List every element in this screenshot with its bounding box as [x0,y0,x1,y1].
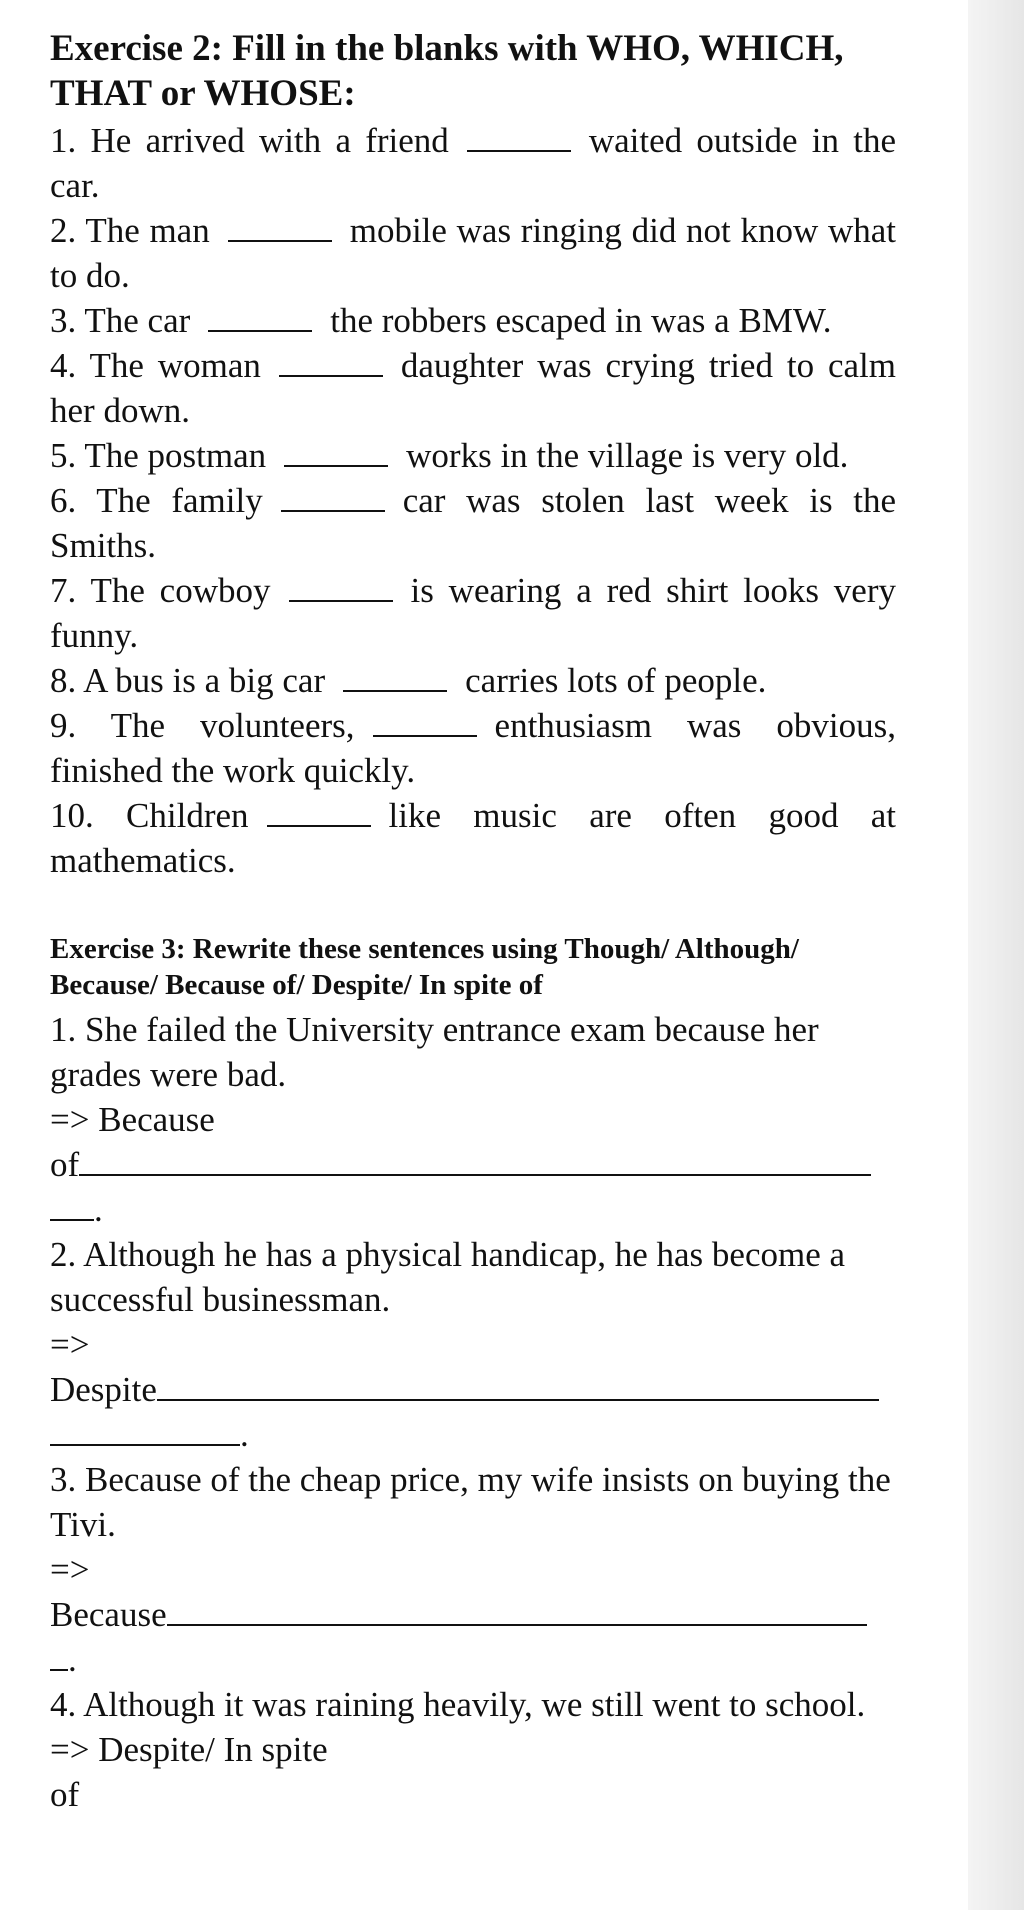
item-text-after: works in the village is very old. [406,436,849,475]
answer-end-1: . [94,1190,103,1229]
blank-line [228,210,332,242]
worksheet [50,26,896,1817]
rewrite-question-3: 3. Because of the cheap price, my wife insists on buying the Tivi. [50,1460,891,1544]
exercise-2-list [50,118,896,883]
fill-blank-item [50,433,896,478]
fill-blank-item [50,568,896,658]
item-text-after: enthusiasm was obvious, finished the work quickly. [50,706,896,790]
item-text-after: like music are often good at mathematics. [50,796,896,880]
item-text-after: daughter was crying tried to calm her down. [50,346,896,430]
item-text-before: 2. The man [50,211,210,250]
item-text-before: 4. The woman [50,346,261,385]
exercise-2-title: Exercise 2: Fill in the blanks with WHO, WHICH, THAT or WHOSE: [50,28,844,114]
item-text-after: carries lots of people. [465,661,767,700]
fill-blank-item [50,208,896,298]
item-text-after: is wearing a red shirt looks very funny. [50,571,896,655]
item-text-before: 5. The postman [50,436,267,475]
blank-line [279,345,383,377]
item-text-before: 1. He arrived with a friend [50,121,449,160]
page-edge-shadow [968,0,1024,1910]
rewrite-question-1: 1. She failed the University entrance exam because her grades were bad. [50,1010,819,1094]
answer-end-3: . [68,1640,77,1679]
answer-tail-3 [50,1637,896,1682]
item-text-after: mobile was ringing did not know what to do. [50,211,896,295]
answer-tail-2 [50,1412,896,1457]
item-text-after: the robbers escaped in was a BMW. [330,301,832,340]
answer-tail-1 [50,1187,896,1232]
answer-line-3 [50,1592,896,1637]
exercise-3-title: Exercise 3: Rewrite these sentences using Though/ Although/ Because/ Because of/ Despite/ In spite of [50,933,799,1001]
blank-line [343,660,447,692]
rewrite-arrow-4: => Despite/ In spite [50,1730,328,1769]
rewrite-arrow-3: => [50,1550,90,1589]
blank-line [267,795,371,827]
fill-blank-item [50,658,896,703]
answer-start-4: of [50,1775,80,1814]
answer-end-2: . [240,1415,249,1454]
answer-start-2: Despite [50,1370,157,1409]
blank-line [373,705,477,737]
fill-blank-item [50,343,896,433]
fill-blank-item [50,793,896,883]
rewrite-arrow-1: => Because [50,1100,215,1139]
answer-start-1: of [50,1145,80,1184]
answer-line-1 [50,1142,896,1187]
rewrite-question-2: 2. Although he has a physical handicap, he has become a successful businessman. [50,1235,846,1319]
fill-blank-item [50,703,896,793]
item-text-after: car was stolen last week is the Smiths. [50,481,896,565]
item-text-before: 3. The car [50,301,191,340]
answer-line-4 [50,1772,896,1817]
blank-line [467,120,571,152]
item-text-before: 8. A bus is a big car [50,661,326,700]
fill-blank-item [50,478,896,568]
answer-line-2 [50,1367,896,1412]
blank-line [289,570,393,602]
rewrite-question-4: 4. Although it was raining heavily, we still went to school. [50,1685,866,1724]
blank-line [281,480,385,512]
blank-line [208,300,312,332]
item-text-before: 6. The family [50,481,263,520]
blank-line [284,435,388,467]
item-text-before: 7. The cowboy [50,571,271,610]
fill-blank-item [50,298,896,343]
item-text-after: waited outside in the car. [50,121,896,205]
item-text-before: 9. The volunteers, [50,706,355,745]
fill-blank-item [50,118,896,208]
rewrite-arrow-2: => [50,1325,90,1364]
item-text-before: 10. Children [50,796,249,835]
answer-start-3: Because [50,1595,167,1634]
